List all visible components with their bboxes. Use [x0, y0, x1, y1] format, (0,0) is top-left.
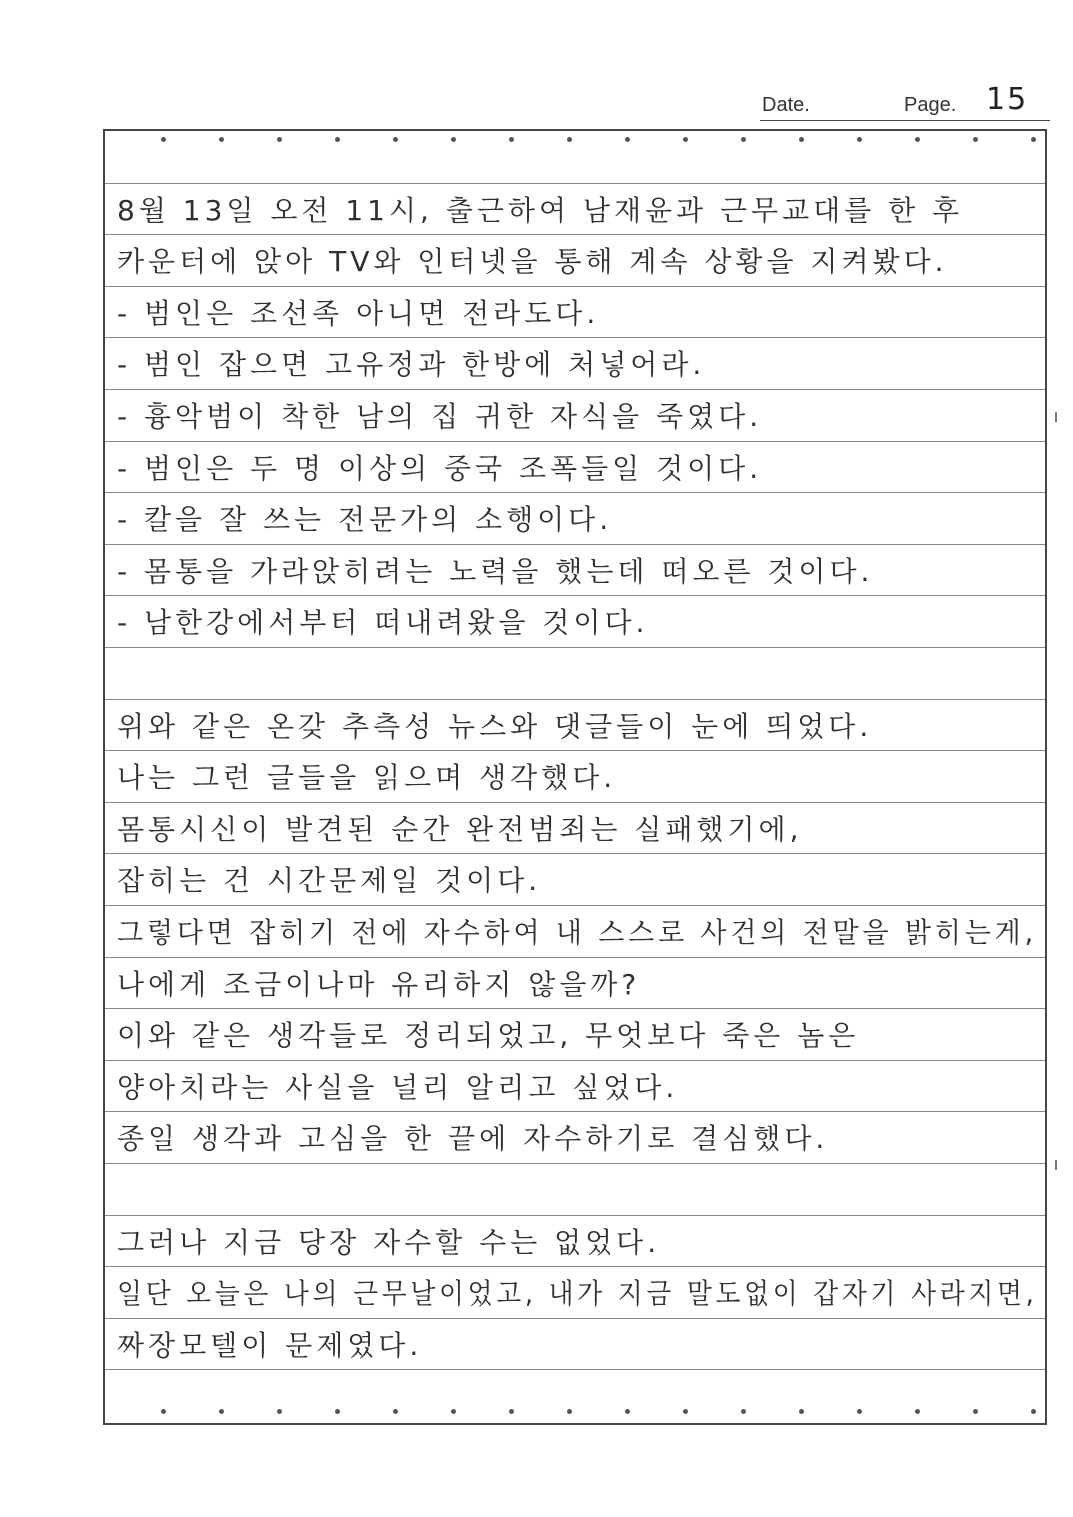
page-number: 15: [986, 82, 1029, 117]
handwritten-line: - 범인 잡으면 고유정과 한방에 처넣어라.: [117, 348, 706, 382]
page-header: [760, 84, 1050, 124]
handwritten-line: 나에게 조금이나마 유리하지 않을까?: [117, 967, 641, 1001]
handwritten-line: 그렇다면 잡히기 전에 자수하여 내 스스로 사건의 전말을 밝히는게,: [117, 916, 1037, 949]
margin-tick-mark: [1055, 1160, 1057, 1170]
handwritten-line: [117, 1371, 1037, 1422]
handwritten-line: 이와 같은 생각들로 정리되었고, 무엇보다 죽은 놈은: [117, 1019, 860, 1053]
lined-sheet: [103, 129, 1047, 1425]
header-underline: [760, 120, 1050, 121]
handwritten-line: 짜장모텔이 문제였다.: [117, 1328, 423, 1362]
handwritten-line: - 범인은 두 명 이상의 중국 조폭들일 것이다.: [117, 451, 763, 485]
handwritten-line: [117, 649, 1037, 700]
handwritten-line: 카운터에 앉아 TV와 인터넷을 통해 계속 상황을 지켜봤다.: [117, 245, 948, 279]
handwritten-line: - 칼을 잘 쓰는 전문가의 소행이다.: [117, 503, 613, 537]
handwritten-line: - 흉악범이 착한 남의 집 귀한 자식을 죽였다.: [117, 400, 763, 433]
handwritten-line: 8월 13일 오전 11시, 출근하여 남재윤과 근무교대를 한 후: [117, 193, 964, 227]
handwritten-line: 위와 같은 온갖 추측성 뉴스와 댓글들이 눈에 띄었다.: [117, 709, 873, 743]
handwritten-line: 그러나 지금 당장 자수할 수는 없었다.: [117, 1225, 661, 1259]
handwritten-line: - 범인은 조선족 아니면 전라도다.: [117, 296, 600, 330]
handwritten-line: [117, 133, 1037, 184]
handwritten-line: [117, 1165, 1037, 1216]
date-label: Date.: [762, 94, 810, 116]
handwritten-line: 몸통시신이 발견된 순간 완전범죄는 실패했기에,: [117, 812, 803, 846]
handwritten-line: 종일 생각과 고심을 한 끝에 자수하기로 결심했다.: [117, 1122, 829, 1156]
page-label: Page.: [904, 94, 957, 116]
handwritten-line: 나는 그런 글들을 읽으며 생각했다.: [117, 761, 617, 795]
margin-tick-mark: [1055, 412, 1057, 422]
handwritten-line: - 남한강에서부터 떠내려왔을 것이다.: [117, 606, 649, 640]
handwritten-line: 양아치라는 사실을 널리 알리고 싶었다.: [117, 1070, 679, 1104]
handwritten-line: - 몸통을 가라앉히려는 노력을 했는데 떠오른 것이다.: [117, 554, 874, 588]
handwritten-line: 잡히는 건 시간문제일 것이다.: [117, 864, 542, 898]
handwritten-line: 일단 오늘은 나의 근무날이었고, 내가 지금 말도없이 갑자기 사라지면,: [117, 1277, 1038, 1311]
